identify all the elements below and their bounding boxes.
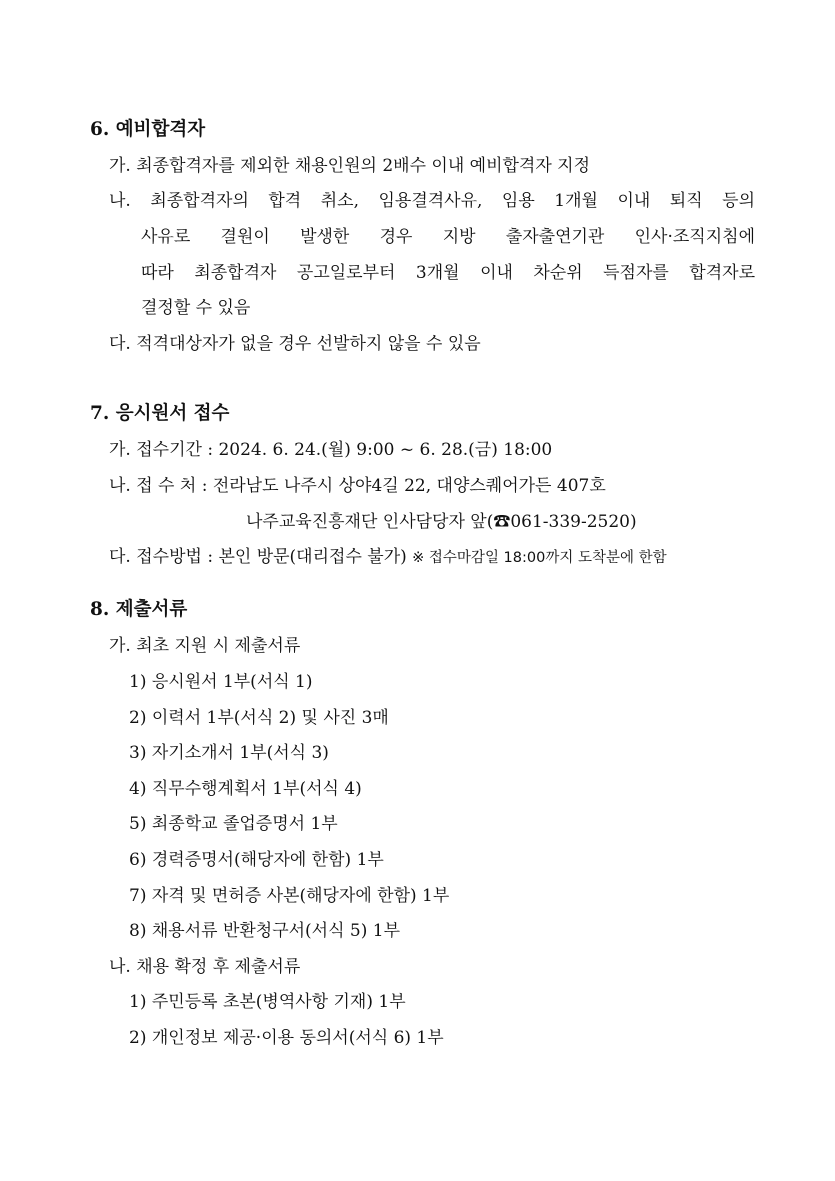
section-7-item-period: 가. 접수기간 : 2024. 6. 24.(월) 9:00 ~ 6. 28.(금) 18:00 — [109, 440, 553, 460]
initial-doc-item: 4) 직무수행계획서 1부(서식 4) — [129, 779, 362, 799]
section-6-item-na-line2: 사유로 결원이 발생한 경우 지방 출자출연기관 인사·조직지침에 — [141, 227, 755, 247]
section-8-heading: 8. 제출서류 — [90, 599, 188, 620]
section-8-after-title: 나. 채용 확정 후 제출서류 — [109, 957, 301, 977]
section-7-heading: 7. 응시원서 접수 — [90, 403, 230, 424]
initial-doc-item: 1) 응시원서 1부(서식 1) — [129, 672, 313, 692]
initial-doc-item: 7) 자격 및 면허증 사본(해당자에 한함) 1부 — [129, 886, 450, 906]
section-7-item-place-line1: 나. 접 수 처 : 전라남도 나주시 상야4길 22, 대양스퀘어가든 407호 — [109, 476, 606, 496]
section-6-item-na-line3: 따라 최종합격자 공고일로부터 3개월 이내 차순위 득점자를 합격자로 — [141, 263, 755, 283]
section-7-item-place-line2: 나주교육진흥재단 인사담당자 앞(☎061-339-2520) — [246, 512, 637, 532]
after-doc-item: 1) 주민등록 초본(병역사항 기재) 1부 — [129, 992, 406, 1012]
section-7-method-main: 다. 접수방법 : 본인 방문(대리접수 불가) — [109, 547, 413, 567]
after-doc-item: 2) 개인정보 제공·이용 동의서(서식 6) 1부 — [129, 1028, 444, 1048]
initial-doc-item: 5) 최종학교 졸업증명서 1부 — [129, 814, 338, 834]
initial-doc-item: 3) 자기소개서 1부(서식 3) — [129, 743, 329, 763]
initial-doc-item: 8) 채용서류 반환청구서(서식 5) 1부 — [129, 921, 401, 941]
section-7-item-method — [109, 546, 667, 569]
section-6-heading: 6. 예비합격자 — [90, 119, 206, 140]
section-8-initial-title: 가. 최초 지원 시 제출서류 — [109, 636, 301, 656]
initial-doc-item: 2) 이력서 1부(서식 2) 및 사진 3매 — [129, 708, 389, 728]
section-7-method-note: ※ 접수마감일 18:00까지 도착분에 한함 — [412, 550, 667, 566]
section-6-item-da: 다. 적격대상자가 없을 경우 선발하지 않을 수 있음 — [109, 334, 481, 354]
section-6-item-na-line4: 결정할 수 있음 — [141, 298, 251, 318]
initial-doc-item: 6) 경력증명서(해당자에 한함) 1부 — [129, 850, 384, 870]
section-6-item-ga: 가. 최종합격자를 제외한 채용인원의 2배수 이내 예비합격자 지정 — [109, 156, 591, 176]
section-6-item-na-line1: 나. 최종합격자의 합격 취소, 임용결격사유, 임용 1개월 이내 퇴직 등의 — [109, 191, 755, 211]
